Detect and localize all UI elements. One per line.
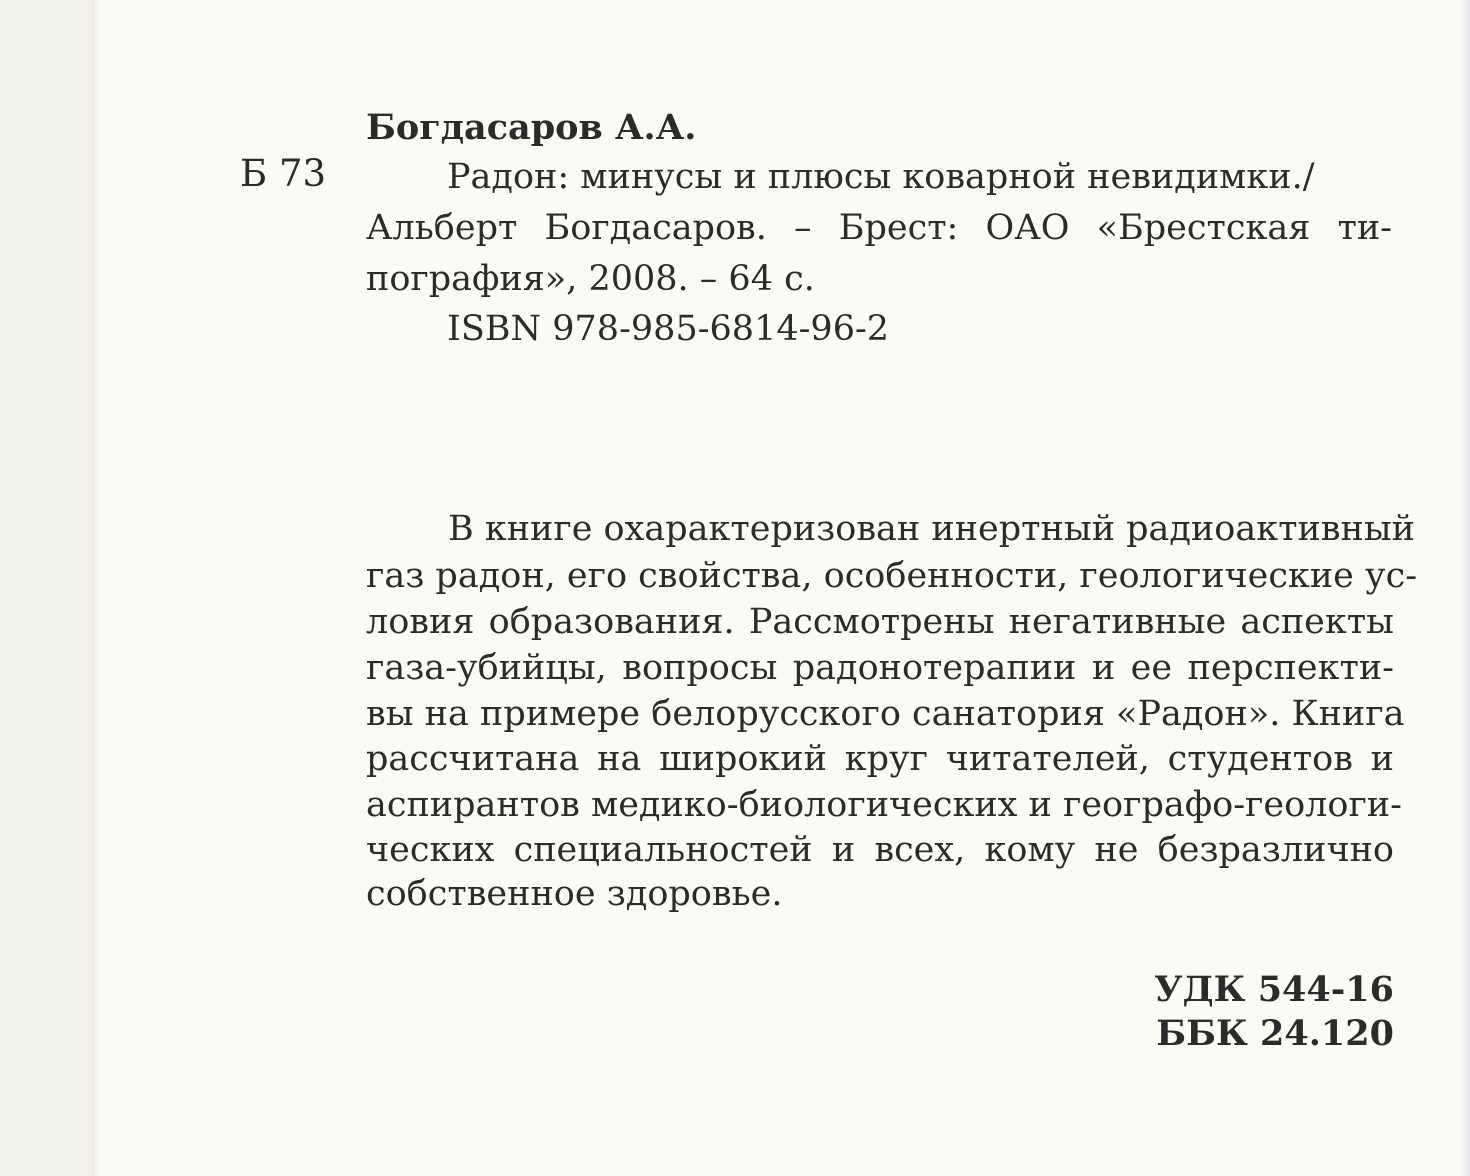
- title-line-2: Альберт Богдасаров. – Брест: ОАО «Брестская ти-: [366, 208, 1392, 248]
- classification-mark: Б 73: [240, 152, 327, 195]
- annotation-line-6: рассчитана на широкий круг читателей, студентов и: [366, 739, 1394, 779]
- udk-index: УДК 544-16: [1154, 969, 1394, 1010]
- page-margin: [0, 0, 92, 1176]
- annotation-line-4: газа-убийцы, вопросы радонотерапии и ее перспекти-: [366, 648, 1394, 688]
- title-line-3: пография», 2008. – 64 с.: [366, 259, 815, 299]
- isbn: ISBN 978-985-6814-96-2: [447, 309, 890, 349]
- annotation-line-9: собственное здоровье.: [366, 874, 783, 914]
- annotation-line-5: вы на примере белорусского санатория «Радон». Книга: [366, 694, 1405, 734]
- annotation-line-3: ловия образования. Рассмотрены негативные аспекты: [366, 602, 1394, 642]
- author-heading: Богдасаров А.А.: [366, 107, 697, 148]
- title-line-1: Радон: минусы и плюсы коварной невидимки./: [447, 157, 1315, 197]
- annotation-line-1: В книге охарактеризован инертный радиоактивный: [448, 509, 1416, 549]
- annotation-line-7: аспирантов медико-биологических и географо-геологи-: [366, 785, 1402, 825]
- annotation-line-8: ческих специальностей и всех, кому не безразлично: [366, 830, 1394, 870]
- bbk-index: ББК 24.120: [1156, 1013, 1394, 1054]
- page-edge: [1458, 0, 1470, 1176]
- annotation-line-2: газ радон, его свойства, особенности, геологические ус-: [366, 556, 1418, 596]
- page-gutter: [92, 0, 100, 1176]
